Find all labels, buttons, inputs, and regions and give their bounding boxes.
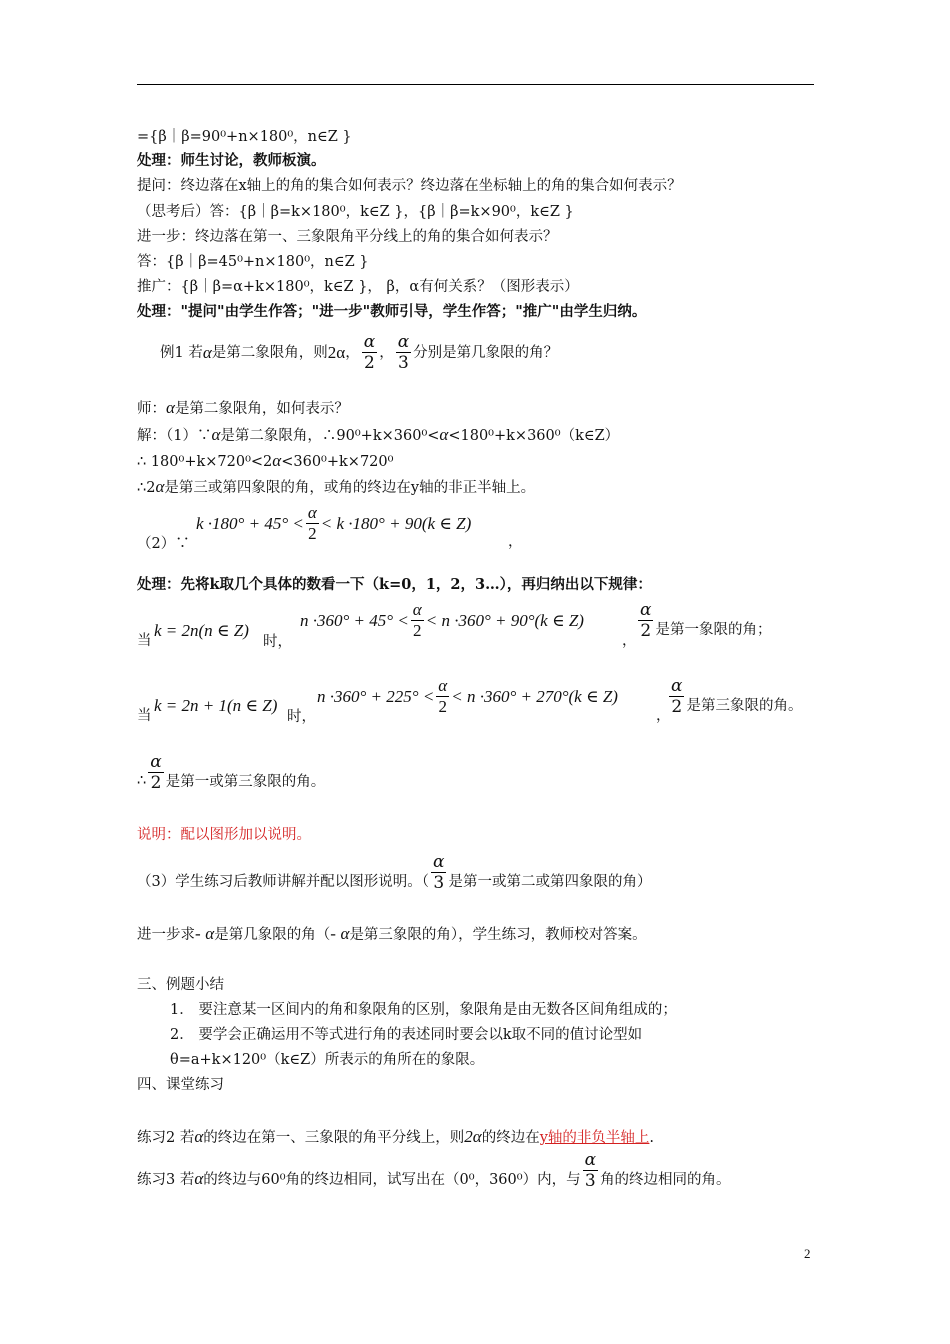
solution-1c: ∴2α是第三或第四象限的角，或角的终边在y轴的非正半轴上。 (137, 477, 536, 496)
part-2-label: （2）∵ (137, 536, 190, 552)
alpha-over-3: $\frac{\alpha}{3}$ (584, 1150, 597, 1191)
exercise-3: 练习3 若α的终边与60⁰角的终边相同，试写出在（0⁰，360⁰）内，与 $\frac{\alpha}{3}$ 角的终边相同的角。 (137, 1150, 731, 1191)
summary-item-2: 2． 要学会正确运用不等式进行角的表述同时要会以k取不同的值讨论型如 (170, 1027, 643, 1043)
alpha-over-2: $\frac{\alpha}{2}$ (363, 332, 376, 373)
alpha-over-2: $\frac{\alpha}{2}$ (150, 752, 162, 793)
answer-line: （思考后）答：{β｜β=k×180⁰，k∈Z }，{β｜β=k×90⁰，k∈Z } (137, 204, 574, 220)
alpha-symbol: α (439, 425, 449, 444)
alpha-symbol: α (202, 342, 212, 362)
alpha-symbol: α (194, 1127, 204, 1146)
alpha-over-3: $\frac{\alpha}{3}$ (397, 332, 410, 373)
alpha-symbol: α (205, 924, 215, 943)
alpha-over-3: $\frac{\alpha}{3}$ (432, 852, 445, 893)
case-even-inequality: n ·360° + 45° < $\frac{\alpha}{2}$ < n ·360° + 90°(k ∈ Z) (300, 600, 584, 640)
summary-item-1: 1． 要注意某一区间内的角和象限角的区别，象限角是由无数各区间角组成的； (170, 1002, 677, 1018)
alpha-over-2: $\frac{\alpha}{2}$ (412, 600, 422, 640)
alpha-symbol: α (272, 451, 282, 470)
example-1-suffix: 分别是第几象限的角？ (413, 344, 559, 361)
alpha-over-2: $\frac{\alpha}{2}$ (671, 676, 683, 717)
exercise-2-answer: y轴的非负半轴上 (539, 1130, 650, 1146)
solution-1b: ∴ 180⁰+k×720⁰<2α<360⁰+k×720⁰ (137, 451, 394, 470)
exercise-2: 练习2 若α的终边在第一、三象限的角平分线上，则2α的终边在y轴的非负半轴上. (137, 1127, 655, 1146)
separator: ， (345, 344, 360, 361)
case-odd-time: 时， (287, 709, 316, 725)
example-1-mid: 是第二象限角，则 (211, 344, 328, 361)
process-summary: 处理："提问"由学生作答；"进一步"教师引导，学生作答；"推广"由学生归纳。 (137, 303, 647, 320)
generalization-line: 推广：{β｜β=α+k×180⁰，k∈Z }， β，α有何关系？（图形表示） (137, 279, 579, 295)
process-discussion: 处理：师生讨论，教师板演。 (137, 152, 326, 169)
part-2-inequality: k ·180° + 45° < $\frac{\alpha}{2}$ < k ·180° + 90(k ∈ Z) (196, 503, 472, 543)
solution-1: 解：（1）∵α是第二象限角，∴90⁰+k×360⁰<α<180⁰+k×360⁰（k∈Z） (137, 425, 620, 444)
case-odd-inequality: n ·360° + 225° < $\frac{\alpha}{2}$ < n ·360° + 270°(k ∈ Z) (317, 676, 618, 716)
case-odd-result: $\frac{\alpha}{2}$ 是第三象限的角。 (671, 676, 803, 717)
separator: ， (379, 344, 394, 361)
separator: ， (656, 708, 671, 724)
two-alpha: 2α (327, 342, 346, 362)
process-pattern: 处理：先将k取几个具体的数看一下（k=0，1，2，3…），再归纳出以下规律： (137, 576, 652, 593)
alpha-over-2: $\frac{\alpha}{2}$ (307, 503, 317, 543)
case-odd-when: 当 (137, 708, 152, 724)
part-2-comma: ， (508, 534, 523, 550)
example-1-prefix: 例1 若 (160, 344, 203, 361)
case-even-when: 当 (137, 633, 152, 649)
alpha-symbol: α (211, 425, 221, 444)
k-even: k = 2n(n ∈ Z) (154, 621, 249, 640)
alpha-symbol: α (166, 398, 175, 417)
alpha-symbol: α (340, 924, 350, 943)
part-3: （3）学生练习后教师讲解并配以图形说明。（ $\frac{\alpha}{3}$ 是第一或第二或第四象限的角） (137, 852, 652, 893)
k-odd: k = 2n + 1(n ∈ Z) (154, 696, 278, 715)
further-question: 进一步：终边落在第一、三象限角平分线上的角的集合如何表示？ (137, 229, 558, 245)
section-4-heading: 四、课堂练习 (137, 1077, 224, 1093)
alpha-over-2: $\frac{\alpha}{2}$ (640, 600, 652, 641)
further-answer: 答：{β｜β=45⁰+n×180⁰，n∈Z } (137, 254, 369, 270)
note-line: 说明：配以图形加以说明。 (137, 827, 311, 843)
further-negative: 进一步求- α是第几象限的角（- α是第三象限的角），学生练习，教师校对答案。 (137, 924, 647, 943)
example-1 (160, 332, 558, 373)
case-even-time: 时， (263, 634, 292, 650)
page-number: 2 (804, 1246, 811, 1261)
two-alpha: 2α (464, 1127, 482, 1146)
teacher-line: 师：α是第二象限角，如何表示？ (137, 398, 349, 417)
alpha-symbol: α (194, 1169, 204, 1188)
separator: ， (622, 633, 637, 649)
summary-item-2-cont: θ=a+k×120⁰（k∈Z）所表示的角所在的象限。 (170, 1052, 485, 1068)
conclusion: ∴ $\frac{\alpha}{2}$ 是第一或第三象限的角。 (137, 752, 326, 793)
case-even-result: $\frac{\alpha}{2}$ 是第一象限的角； (640, 600, 772, 641)
alpha-symbol: α (155, 477, 165, 496)
alpha-over-2: $\frac{\alpha}{2}$ (438, 676, 448, 716)
set-90-line: ={β｜β=90⁰+n×180⁰，n∈Z } (137, 129, 352, 145)
question-line: 提问：终边落在x轴上的角的集合如何表示？终边落在坐标轴上的角的集合如何表示？ (137, 178, 682, 194)
section-3-heading: 三、例题小结 (137, 977, 224, 993)
header-rule (137, 84, 814, 85)
